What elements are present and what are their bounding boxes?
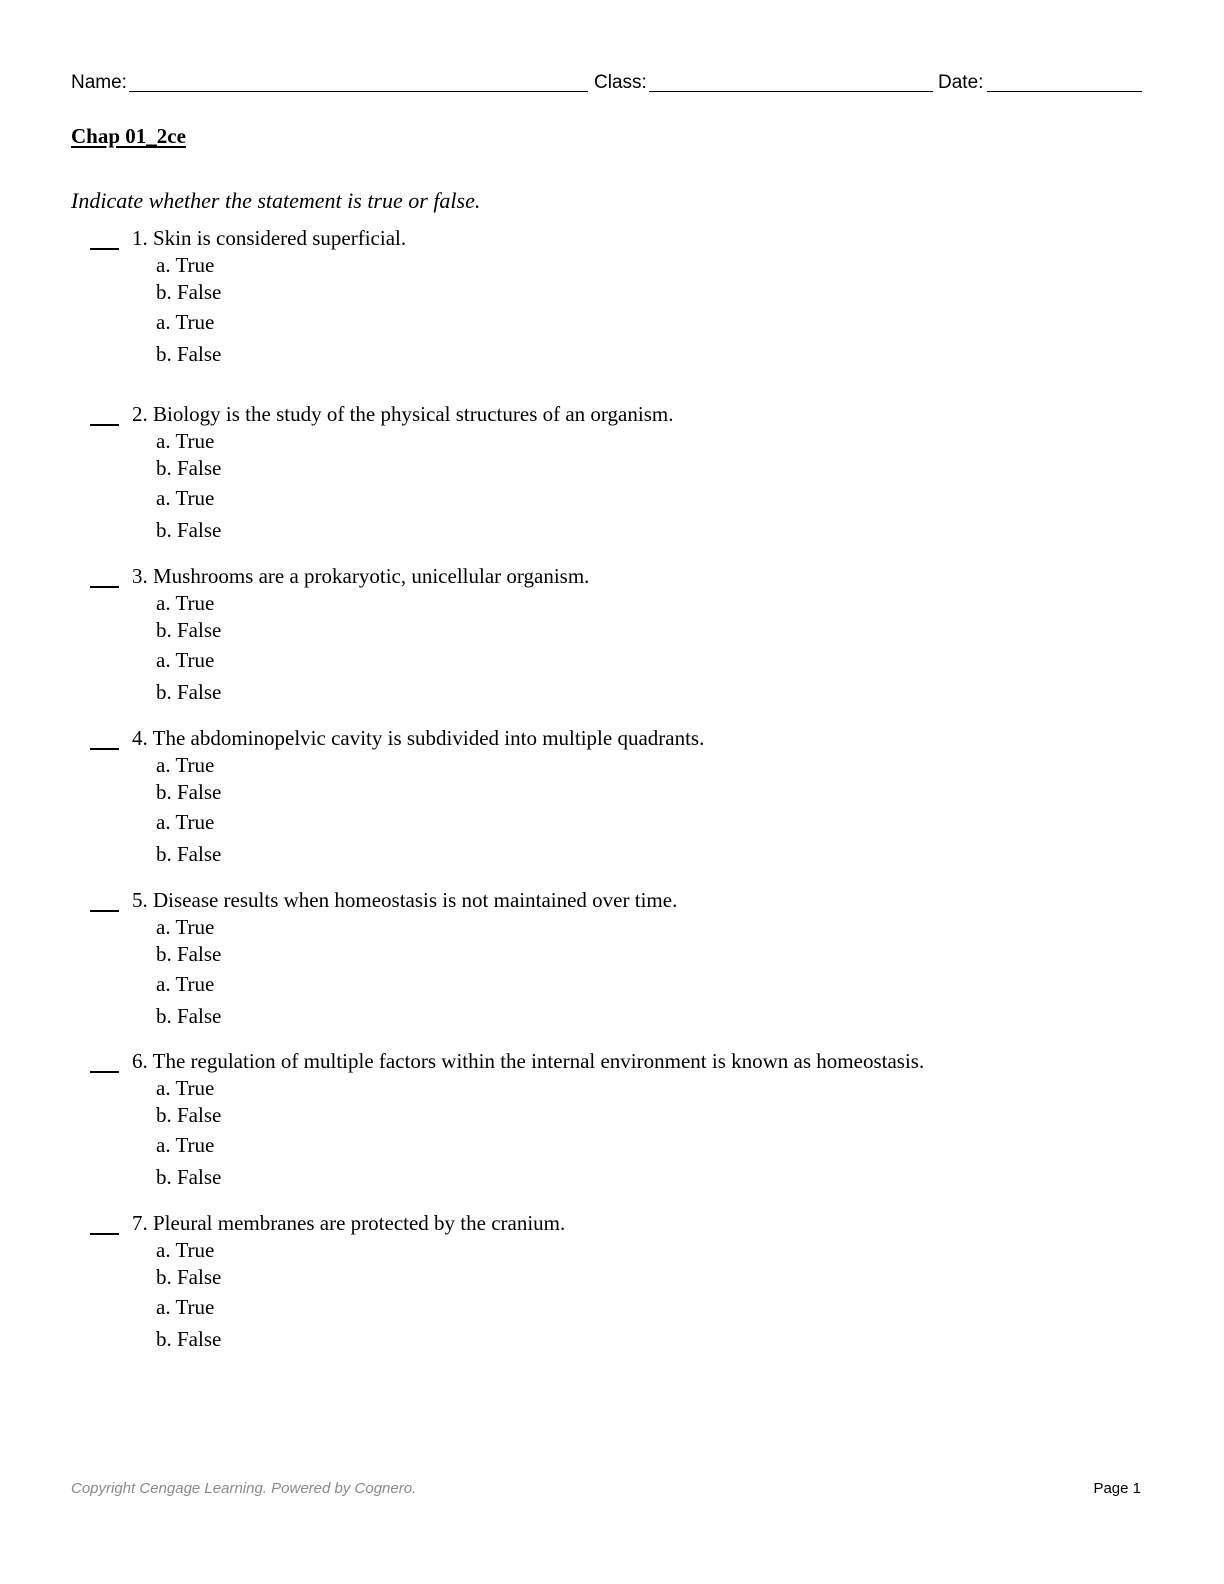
- option: b. False: [156, 1265, 222, 1289]
- option: b. False: [156, 1327, 222, 1351]
- option: a. True: [156, 591, 215, 615]
- option: b. False: [156, 1004, 222, 1028]
- question-text: 6. The regulation of multiple factors within the internal environment is known as homeostasis.: [132, 1049, 925, 1073]
- option: a. True: [156, 915, 215, 939]
- answer-blank[interactable]: [90, 564, 119, 588]
- option: b. False: [156, 342, 222, 366]
- option: a. True: [156, 810, 215, 834]
- option: a. True: [156, 310, 215, 334]
- name-line[interactable]: [129, 91, 588, 92]
- question-text: 4. The abdominopelvic cavity is subdivided into multiple quadrants.: [132, 726, 705, 750]
- answer-blank[interactable]: [90, 226, 119, 250]
- option: a. True: [156, 253, 215, 277]
- option: b. False: [156, 842, 222, 866]
- instructions: Indicate whether the statement is true or false.: [71, 188, 481, 213]
- option: b. False: [156, 1165, 222, 1189]
- option: b. False: [156, 680, 222, 704]
- option: b. False: [156, 1103, 222, 1127]
- question-text: 7. Pleural membranes are protected by the cranium.: [132, 1211, 566, 1235]
- answer-blank[interactable]: [90, 402, 119, 426]
- class-field[interactable]: [594, 72, 647, 94]
- class-line[interactable]: [649, 91, 933, 92]
- question-text: 3. Mushrooms are a prokaryotic, unicellular organism.: [132, 564, 590, 588]
- header: [71, 72, 1142, 98]
- answer-blank[interactable]: [90, 726, 119, 750]
- option: a. True: [156, 486, 215, 510]
- question-text: 5. Disease results when homeostasis is not maintained over time.: [132, 888, 678, 912]
- date-label: Date:: [938, 72, 984, 93]
- answer-blank[interactable]: [90, 1049, 119, 1073]
- question-text: 2. Biology is the study of the physical structures of an organism.: [132, 402, 674, 426]
- question-text: 1. Skin is considered superficial.: [132, 226, 407, 250]
- page-title: Chap 01_2ce: [71, 124, 186, 148]
- date-line[interactable]: [987, 91, 1142, 92]
- option: a. True: [156, 1076, 215, 1100]
- option: a. True: [156, 972, 215, 996]
- date-field[interactable]: [938, 72, 983, 94]
- name-field[interactable]: [71, 72, 127, 94]
- option: a. True: [156, 1295, 215, 1319]
- option: b. False: [156, 780, 222, 804]
- answer-blank[interactable]: [90, 1211, 119, 1235]
- answer-blank[interactable]: [90, 888, 119, 912]
- option: b. False: [156, 518, 222, 542]
- name-label: Name:: [71, 72, 127, 93]
- option: a. True: [156, 648, 215, 672]
- class-label: Class:: [594, 72, 647, 93]
- option: a. True: [156, 753, 215, 777]
- option: b. False: [156, 942, 222, 966]
- copyright-notice: Copyright Cengage Learning. Powered by Cognero.: [71, 1480, 417, 1497]
- option: b. False: [156, 618, 222, 642]
- option: b. False: [156, 456, 222, 480]
- option: a. True: [156, 1238, 215, 1262]
- option: a. True: [156, 429, 215, 453]
- page-number: Page 1: [1093, 1480, 1141, 1497]
- option: b. False: [156, 280, 222, 304]
- option: a. True: [156, 1133, 215, 1157]
